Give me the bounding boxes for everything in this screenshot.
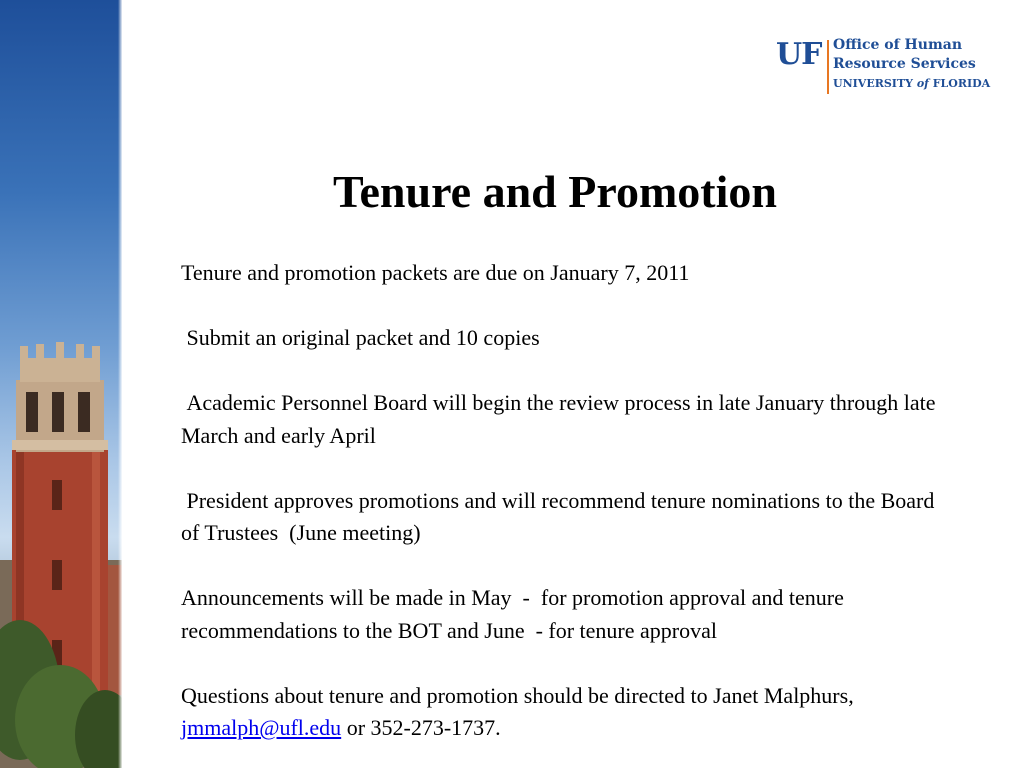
questions-phone: or 352-273-1737. — [341, 715, 501, 740]
paragraph-announcements: Announcements will be made in May - for promotion approval and tenure recommendations to the BOT and June - for tenure approval — [181, 585, 850, 643]
uf-hr-logo — [776, 36, 996, 100]
slide-body — [181, 257, 941, 745]
slide-title: Tenure and Promotion — [333, 166, 777, 217]
logo-university-word: UNIVERSITY — [833, 77, 917, 90]
logo-divider — [827, 40, 829, 94]
side-photo-strip — [0, 0, 122, 768]
logo-florida-word: FLORIDA — [928, 77, 991, 90]
contact-email-link[interactable]: jmmalph@ufl.edu — [181, 715, 342, 740]
paragraph-president: President approves promotions and will recommend tenure nominations to the Board of Trustees (June meeting) — [181, 487, 940, 545]
paragraph-submit: Submit an original packet and 10 copies — [181, 325, 540, 350]
paragraph-review-board: Academic Personnel Board will begin the review process in late January through late March and early April — [181, 390, 941, 448]
uf-logo-mark: UF — [776, 37, 822, 72]
questions-text: Questions about tenure and promotion should be directed to Janet Malphurs, — [181, 682, 860, 708]
paragraph-due-date: Tenure and promotion packets are due on January 7, 2011 — [181, 260, 690, 285]
logo-text — [833, 36, 990, 93]
logo-line-university — [833, 74, 990, 93]
paragraph-questions — [181, 680, 941, 745]
strip-fade-edge — [118, 0, 122, 768]
logo-line-office: Office of Human — [833, 37, 963, 53]
logo-of-word: of — [916, 77, 929, 90]
century-tower-image — [0, 0, 122, 768]
logo-line-resource: Resource Services — [833, 56, 976, 72]
